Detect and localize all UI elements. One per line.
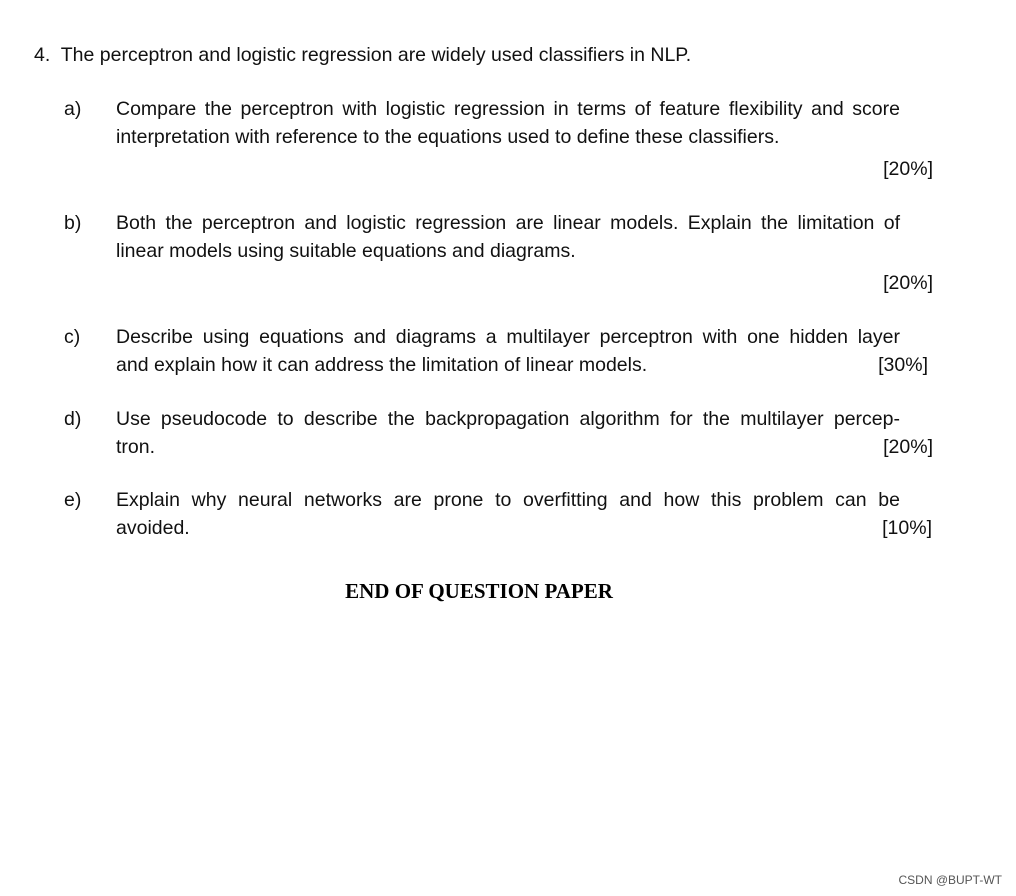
part-a-line-2: interpretation with reference to the equations used to define these classifiers.	[116, 126, 780, 148]
end-of-paper-heading: END OF QUESTION PAPER	[345, 579, 613, 603]
part-d-line-1: Use pseudocode to describe the backpropagation algorithm for the multilayer percep-	[116, 408, 900, 430]
part-a-mark: [20%]	[883, 158, 933, 180]
part-c-label: c)	[64, 326, 81, 348]
question-stem	[34, 44, 691, 66]
part-b-label: b)	[64, 212, 82, 234]
part-c-line-1: Describe using equations and diagrams a multilayer perceptron with one hidden layer	[116, 326, 900, 348]
part-b-line-2: linear models using suitable equations and diagrams.	[116, 240, 576, 262]
part-e-label: e)	[64, 489, 82, 511]
part-e-mark: [10%]	[882, 517, 932, 539]
part-d-label: d)	[64, 408, 82, 430]
part-e-line-2: avoided.	[116, 517, 190, 539]
question-number: 4.	[34, 44, 51, 66]
part-b-mark: [20%]	[883, 272, 933, 294]
part-b-line-1: Both the perceptron and logistic regression are linear models. Explain the limitation of	[116, 212, 900, 234]
part-e-line-1: Explain why neural networks are prone to overfitting and how this problem can be	[116, 489, 900, 511]
question-stem-text: The perceptron and logistic regression are widely used classifiers in NLP.	[60, 44, 692, 66]
part-d-line-2: tron.	[116, 436, 156, 458]
watermark-text: CSDN @BUPT-WT	[898, 873, 1002, 887]
part-d-mark: [20%]	[883, 436, 933, 458]
part-a-label: a)	[64, 98, 82, 120]
part-a-line-1: Compare the perceptron with logistic regression in terms of feature flexibility and score	[116, 98, 900, 120]
part-c-line-2: and explain how it can address the limitation of linear models.	[116, 354, 648, 376]
part-c-mark: [30%]	[878, 354, 928, 376]
